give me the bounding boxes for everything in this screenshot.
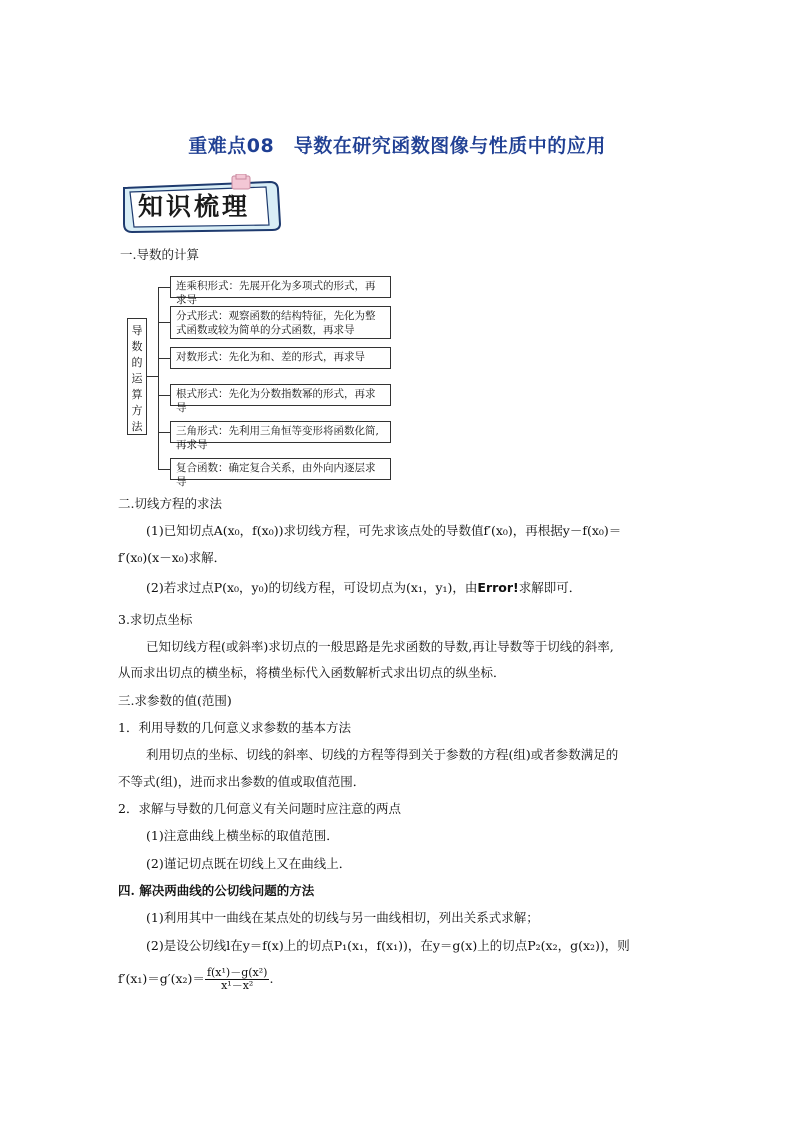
banner-title: 知识梳理 <box>138 192 251 221</box>
formula-fraction <box>205 967 270 992</box>
section4-heading: 三.求参数的值(范围) <box>118 693 232 708</box>
section1-heading: 一.导数的计算 <box>120 247 199 262</box>
fraction-denominator: x¹－x² <box>221 978 254 992</box>
section3-heading: 3.求切点坐标 <box>118 612 193 627</box>
section5-p2: (2)是设公切线l在y＝f(x)上的切点P₁(x₁，f(x₁))，在y＝g(x)上的切点P₂(x₂，g(x₂))，则 <box>146 938 630 953</box>
fraction-numerator: f(x¹)－g(x²) <box>206 965 268 979</box>
section2-p2-end: 求解即可． <box>518 580 582 595</box>
section4-sub2-line2: (2)谨记切点既在切线上又在曲线上． <box>146 856 352 871</box>
diagram-branch <box>158 469 170 470</box>
section3-p1-line1: 已知切线方程(或斜率)求切点的一般思路是先求函数的导数,再让导数等于切线的斜率, <box>146 639 614 654</box>
formula-left: f′(x₁)＝g′(x₂)＝ <box>118 971 205 986</box>
diagram-branch <box>158 432 170 433</box>
section3-p1-line2: 从而求出切点的横坐标，将横坐标代入函数解析式求出切点的纵坐标． <box>118 665 506 680</box>
section2-p1-line2: f′(x₀)(x－x₀)求解． <box>118 550 227 565</box>
section4-sub2-line1: (1)注意曲线上横坐标的取值范围． <box>146 828 339 843</box>
diagram-trunk <box>158 287 159 469</box>
diagram-item: 对数形式：先化为和、差的形式，再求导 <box>170 347 391 369</box>
diagram-item: 三角形式：先利用三角恒等变形将函数化简,再求导 <box>170 421 391 443</box>
section5-heading: 四. 解决两曲线的公切线问题的方法 <box>118 883 315 898</box>
diagram-branch <box>158 358 170 359</box>
section2-p2 <box>146 580 581 596</box>
diagram-root-box <box>127 318 147 435</box>
section5-p1: (1)利用其中一曲线在某点处的切线与另一曲线相切，列出关系式求解； <box>146 910 539 925</box>
diagram-root-label: 导数的运算方法 <box>131 324 143 433</box>
section4-sub2: 2．求解与导数的几何意义有关问题时应注意的两点 <box>118 801 401 816</box>
diagram-branch <box>158 322 170 323</box>
section4-sub1: 1．利用导数的几何意义求参数的基本方法 <box>118 720 351 735</box>
formula-end: . <box>269 971 274 986</box>
diagram-connector <box>147 376 158 377</box>
section5-formula <box>118 962 273 996</box>
diagram-branch <box>158 395 170 396</box>
section4-sub1-line2: 不等式(组)，进而求出参数的值或取值范围． <box>118 774 366 789</box>
diagram-item: 连乘积形式：先展开化为多项式的形式，再求导 <box>170 276 391 298</box>
page-title: 重难点08 导数在研究函数图像与性质中的应用 <box>188 135 606 157</box>
diagram-item: 分式形式：观察函数的结构特征，先化为整式函数或较为简单的分式函数，再求导 <box>170 306 391 339</box>
diagram-item: 复合函数：确定复合关系，由外向内逐层求导 <box>170 458 391 480</box>
section2-heading: 二.切线方程的求法 <box>118 496 222 511</box>
error-text: Error! <box>477 580 519 595</box>
section4-sub1-line1: 利用切点的坐标、切线的斜率、切线的方程等得到关于参数的方程(组)或者参数满足的 <box>146 747 619 762</box>
diagram-branch <box>158 287 170 288</box>
section2-p2-start: (2)若求过点P(x₀，y₀)的切线方程，可设切点为(x₁，y₁)，由 <box>146 580 478 595</box>
diagram-item: 根式形式：先化为分数指数幂的形式，再求导 <box>170 384 391 406</box>
section2-p1-line1: (1)已知切点A(x₀，f(x₀))求切线方程，可先求该点处的导数值f′(x₀)，再根据y－f(x₀)＝ <box>146 523 622 538</box>
